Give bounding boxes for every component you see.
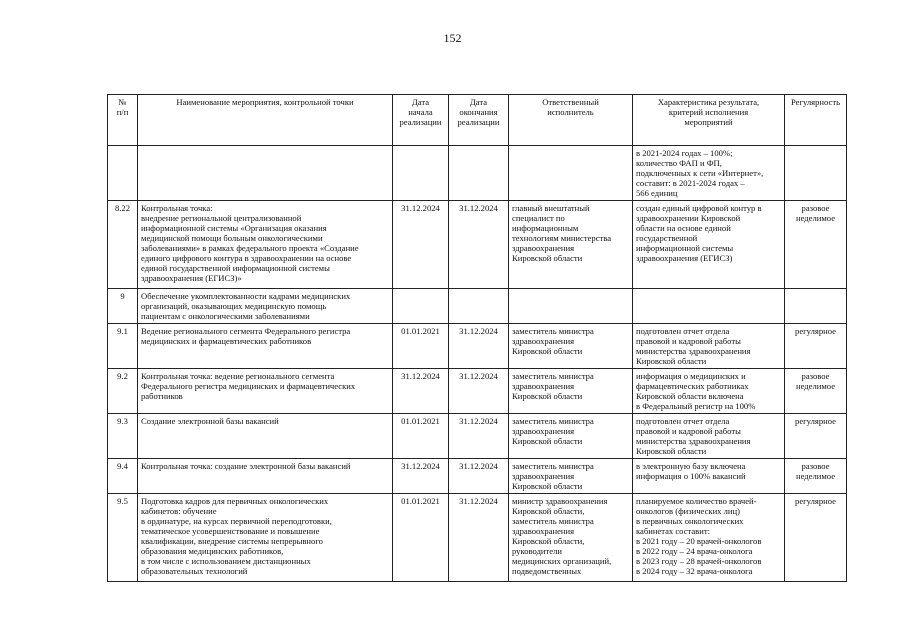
row-end-date: 31.12.2024: [449, 324, 509, 369]
row-regularity: разовое неделимое: [785, 369, 847, 414]
table-header-row: [108, 95, 847, 146]
row-result: планируемое количество врачей- онкологов (физических лиц) в первичных онкологических кабинетах составит: в 2021 году – 20 врачей-онкологов в 2022 году – 24 врача-онколога в 2023 году – 28 врачей-онкологов в 2024 году – 32 врача-онколога: [633, 494, 785, 582]
row-name: Контрольная точка: создание электронной базы вакансий: [138, 459, 393, 494]
row-end-date: 31.12.2024: [449, 414, 509, 459]
row-start-date: 01.01.2021: [393, 324, 449, 369]
row-responsible: заместитель министра здравоохранения Кировской области: [509, 324, 633, 369]
row-start-date: [393, 289, 449, 324]
row-result: в 2021-2024 годах – 100%; количество ФАП и ФП, подключенных к сети «Интернет», составит: в 2021-2024 годах – 566 единиц: [633, 146, 785, 201]
row-name: [138, 146, 393, 201]
row-start-date: 31.12.2024: [393, 201, 449, 289]
row-start-date: 31.12.2024: [393, 369, 449, 414]
header-start-date: Дата начала реализации: [393, 95, 449, 146]
row-end-date: 31.12.2024: [449, 201, 509, 289]
row-num: 9.4: [108, 459, 138, 494]
header-result: Характеристика результата, критерий исполнения мероприятий: [633, 95, 785, 146]
row-regularity: регулярное: [785, 494, 847, 582]
plan-table: [107, 94, 847, 582]
row-name: Ведение регионального сегмента Федерального регистра медицинских и фармацевтических работников: [138, 324, 393, 369]
row-num: 9.2: [108, 369, 138, 414]
row-result: подготовлен отчет отдела правовой и кадровой работы министерства здравоохранения Кировской области: [633, 414, 785, 459]
row-result: информация о медицинских и фармацевтических работниках Кировской области включена в Федеральный регистр на 100%: [633, 369, 785, 414]
table-row: [108, 289, 847, 324]
row-result: подготовлен отчет отдела правовой и кадровой работы министерства здравоохранения Кировской области: [633, 324, 785, 369]
row-name: Подготовка кадров для первичных онкологических кабинетов: обучение в ординатуре, на курсах первичной переподготовки, тематическое усовершенствование и повышение квалификации, внедрение системы непрерывного образования медицинских работников, в том числе с использованием дистанционных образовательных технологий: [138, 494, 393, 582]
header-responsible: Ответственный исполнитель: [509, 95, 633, 146]
row-start-date: 01.01.2021: [393, 494, 449, 582]
row-num: 8.22: [108, 201, 138, 289]
row-responsible: заместитель министра здравоохранения Кировской области: [509, 459, 633, 494]
page-number: 152: [443, 31, 462, 45]
row-num: 9.1: [108, 324, 138, 369]
row-regularity: [785, 146, 847, 201]
row-responsible: [509, 289, 633, 324]
row-regularity: разовое неделимое: [785, 201, 847, 289]
header-end-date: Дата окончания реализации: [449, 95, 509, 146]
row-regularity: регулярное: [785, 414, 847, 459]
table-row: [108, 414, 847, 459]
row-name: Контрольная точка: ведение регионального сегмента Федерального регистра медицинских и фармацевтических работников: [138, 369, 393, 414]
row-start-date: 01.01.2021: [393, 414, 449, 459]
row-end-date: 31.12.2024: [449, 369, 509, 414]
row-result: создан единый цифровой контур в здравоохранении Кировской области на основе единой государственной информационной системы здравоохранения (ЕГИСЗ): [633, 201, 785, 289]
header-name: Наименование мероприятия, контрольной точки: [138, 95, 393, 146]
table-row: [108, 459, 847, 494]
row-responsible: заместитель министра здравоохранения Кировской области: [509, 414, 633, 459]
row-end-date: 31.12.2024: [449, 459, 509, 494]
row-num: 9: [108, 289, 138, 324]
row-name: Контрольная точка: внедрение региональной централизованной информационной системы «Организация оказания медицинской помощи больным онкологическими заболеваниями» в рамках федерального проекта «Создание единого цифрового контура в здравоохранении на основе единой государственной информационной системы здравоохранения (ЕГИСЗ)»: [138, 201, 393, 289]
table-row: [108, 369, 847, 414]
row-name: Обеспечение укомплектованности кадрами медицинских организаций, оказывающих медицинскую помощь пациентам с онкологическими заболеваниями: [138, 289, 393, 324]
table-row: [108, 324, 847, 369]
row-responsible: главный внештатный специалист по информационным технологиям министерства здравоохранения Кировской области: [509, 201, 633, 289]
row-start-date: 31.12.2024: [393, 459, 449, 494]
row-end-date: 31.12.2024: [449, 494, 509, 582]
row-result: в электронную базу включена информация о 100% вакансий: [633, 459, 785, 494]
row-end-date: [449, 146, 509, 201]
table-row: [108, 201, 847, 289]
row-regularity: регулярное: [785, 324, 847, 369]
row-num: 9.5: [108, 494, 138, 582]
row-num: [108, 146, 138, 201]
row-regularity: [785, 289, 847, 324]
row-end-date: [449, 289, 509, 324]
row-responsible: [509, 146, 633, 201]
header-regularity: Регулярность: [785, 95, 847, 146]
row-responsible: заместитель министра здравоохранения Кировской области: [509, 369, 633, 414]
row-start-date: [393, 146, 449, 201]
table-row: [108, 494, 847, 582]
row-regularity: разовое неделимое: [785, 459, 847, 494]
header-num: № п/п: [108, 95, 138, 146]
table-row: [108, 146, 847, 201]
row-num: 9.3: [108, 414, 138, 459]
row-responsible: министр здравоохранения Кировской области, заместитель министра здравоохранения Кировской области, руководители медицинских организаций, подведомственных: [509, 494, 633, 582]
row-name: Создание электронной базы вакансий: [138, 414, 393, 459]
row-result: [633, 289, 785, 324]
